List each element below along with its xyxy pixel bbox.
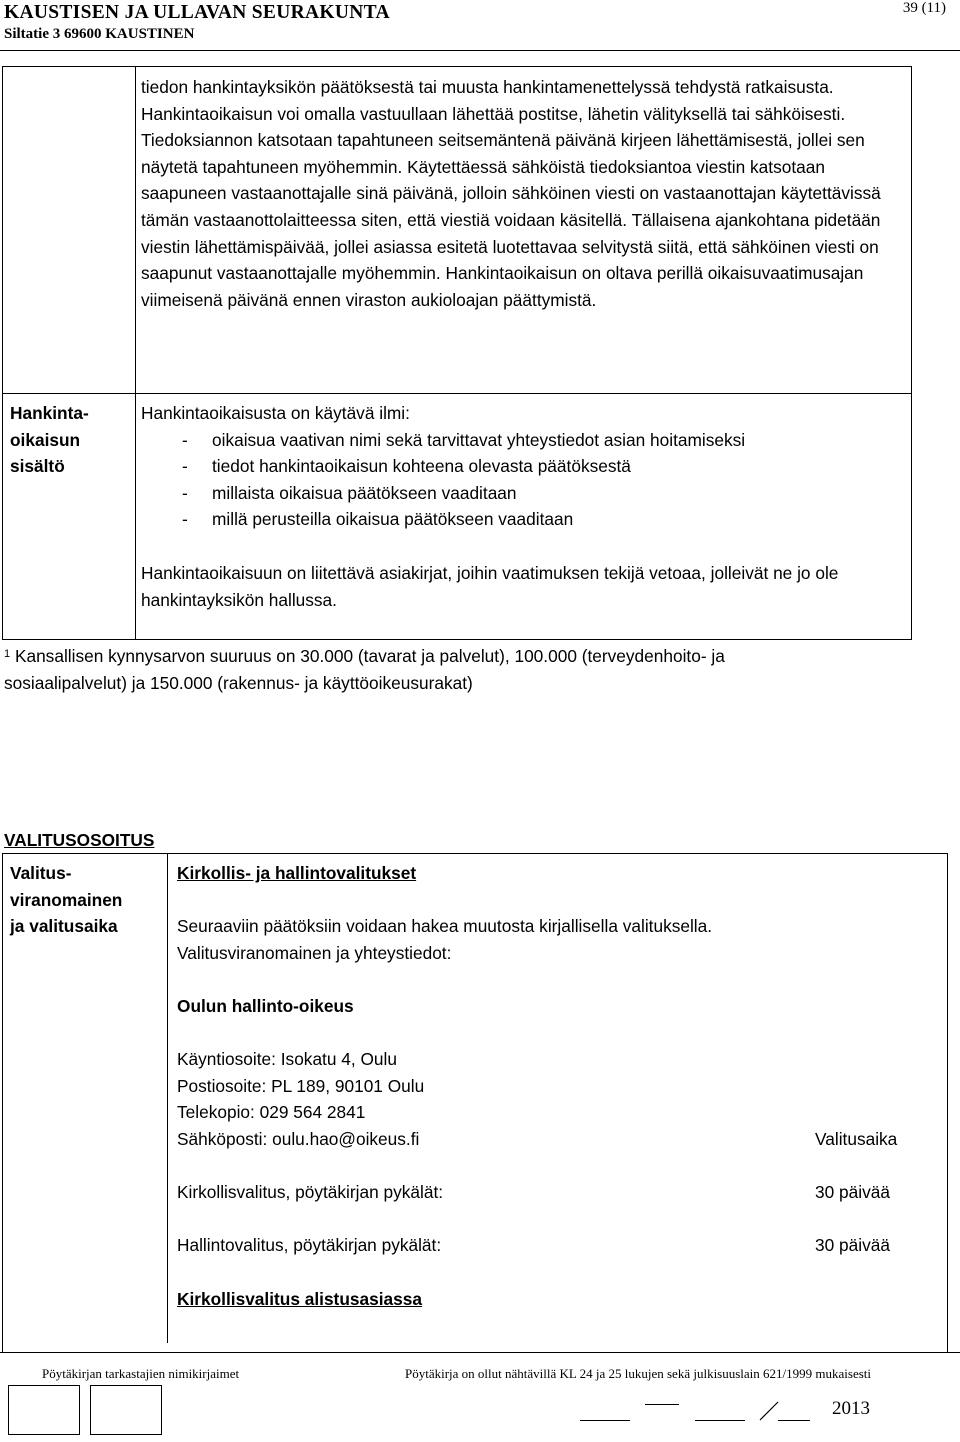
appeal-title: VALITUSOSOITUS bbox=[4, 830, 155, 850]
email-address: Sähköposti: oulu.hao@oikeus.fi bbox=[177, 1128, 420, 1149]
footer-notice: Pöytäkirja on ollut nähtävillä KL 24 ja 25 lukujen sekä julkisuuslain 621/1999 mukaisesti bbox=[405, 1366, 872, 1381]
date-slash-icon bbox=[758, 1400, 780, 1422]
attachments-paragraph: Hankintaoikaisuun on liitettävä asiakirjat, joihin vaatimuksen tekijä vetoaa, jolleivät ne jo ole hankintayksikön hallussa. bbox=[141, 562, 839, 610]
date-line bbox=[778, 1420, 810, 1421]
visit-address: Käyntiosoite: Isokatu 4, Oulu bbox=[177, 1049, 397, 1070]
church-appeal-label: Kirkollisvalitus, pöytäkirjan pykälät: bbox=[177, 1182, 444, 1203]
date-line bbox=[580, 1420, 630, 1421]
subordinate-appeal-heading: Kirkollisvalitus alistusasiassa bbox=[177, 1288, 422, 1309]
list-item: - oikaisua vaativan nimi sekä tarvittavat yhteystiedot asian hoitamiseksi bbox=[182, 429, 746, 450]
footnote: $^1$ Kansallisen kynnysarvon suuruus on 30.000 (tavarat ja palvelut), 100.000 (terveydenhoito- ja sosiaalipalvelut) ja 150.000 (rakennus- ja käyttöoikeusurakat) bbox=[4, 646, 725, 693]
initials-box bbox=[90, 1385, 162, 1435]
appeal-column-divider bbox=[167, 853, 168, 1343]
footnote-marker: 1 bbox=[4, 648, 11, 660]
post-address: Postiosoite: PL 189, 90101 Oulu bbox=[177, 1075, 425, 1096]
fax-number: Telekopio: 029 564 2841 bbox=[177, 1102, 366, 1123]
appeal-heading: Kirkollis- ja hallintovalitukset bbox=[177, 863, 417, 883]
content-section-label: Hankinta- oikaisun sisältö bbox=[10, 403, 89, 477]
content-section bbox=[141, 400, 909, 613]
table-row-divider bbox=[2, 393, 912, 394]
content-intro: Hankintaoikaisusta on käytävä ilmi: bbox=[141, 403, 410, 423]
list-item: - millä perusteilla oikaisua päätökseen vaaditaan bbox=[182, 509, 574, 530]
table-column-divider bbox=[135, 66, 136, 640]
list-item: - tiedot hankintaoikaisun kohteena olevasta päätöksestä bbox=[182, 456, 631, 477]
footer-initials-label: Pöytäkirjan tarkastajien nimikirjaimet bbox=[42, 1366, 240, 1381]
appeal-section-label: Valitus- viranomainen ja valitusaika bbox=[10, 863, 123, 937]
header-divider bbox=[0, 50, 960, 51]
submission-paragraph: tiedon hankintayksikön päätöksestä tai muusta hankintamenettelyssä tehdystä ratkaisusta. Hankintaoikaisun voi omalla vastuullaan lähettää postitse, lähetin välityksellä tai sähköisesti. Tiedoksiannon katsotaan tapahtuneen seitsemäntenä päivänä kirjeen lähettämisestä, jollei sen näytetä tapahtuneen myöhemmin. Käytettäessä sähköistä tiedoksiantoa viestin katsotaan saapuneen vastaanottajalle sinä päivänä, jolloin sähköinen viesti on vastaanottajan käytettävissä tämän vastaanottolaitteessa siten, että viestiä voidaan käsitellä. Tällaisena ajankohtana pidetään viestin lähettämispäivää, jollei asiassa esitetä luotettavaa selvitystä siitä, että sähköinen viesti on saapunut vastaanottajalle myöhemmin. Hankintaoikaisun on oltava perillä oikaisuvaatimusajan viimeisenä päivänä ennen viraston aukioloajan päättymistä. bbox=[141, 77, 881, 310]
footer-divider bbox=[0, 1352, 960, 1353]
admin-appeal-period: 30 päivää bbox=[815, 1235, 890, 1256]
organization-address: Siltatie 3 69600 KAUSTINEN bbox=[4, 26, 195, 42]
date-line bbox=[695, 1420, 745, 1421]
list-item: - millaista oikaisua päätökseen vaaditaan bbox=[182, 482, 517, 503]
appeal-intro-line1: Seuraaviin päätöksiin voidaan hakea muutosta kirjallisella valituksella. bbox=[177, 916, 713, 937]
initials-box bbox=[8, 1385, 80, 1435]
appeal-intro-line2: Valitusviranomainen ja yhteystiedot: bbox=[177, 942, 452, 963]
church-appeal-period: 30 päivää bbox=[815, 1182, 890, 1203]
content-requirements-list bbox=[141, 427, 909, 533]
date-line bbox=[645, 1404, 679, 1405]
organization-name: KAUSTISEN JA ULLAVAN SEURAKUNTA bbox=[4, 2, 390, 23]
page-number: 39 (11) bbox=[902, 0, 946, 16]
period-heading: Valitusaika bbox=[815, 1128, 898, 1149]
appeal-section bbox=[177, 860, 917, 1312]
admin-appeal-label: Hallintovalitus, pöytäkirjan pykälät: bbox=[177, 1235, 442, 1256]
court-name: Oulun hallinto-oikeus bbox=[177, 995, 354, 1016]
footer-year: 2013 bbox=[832, 1398, 870, 1419]
